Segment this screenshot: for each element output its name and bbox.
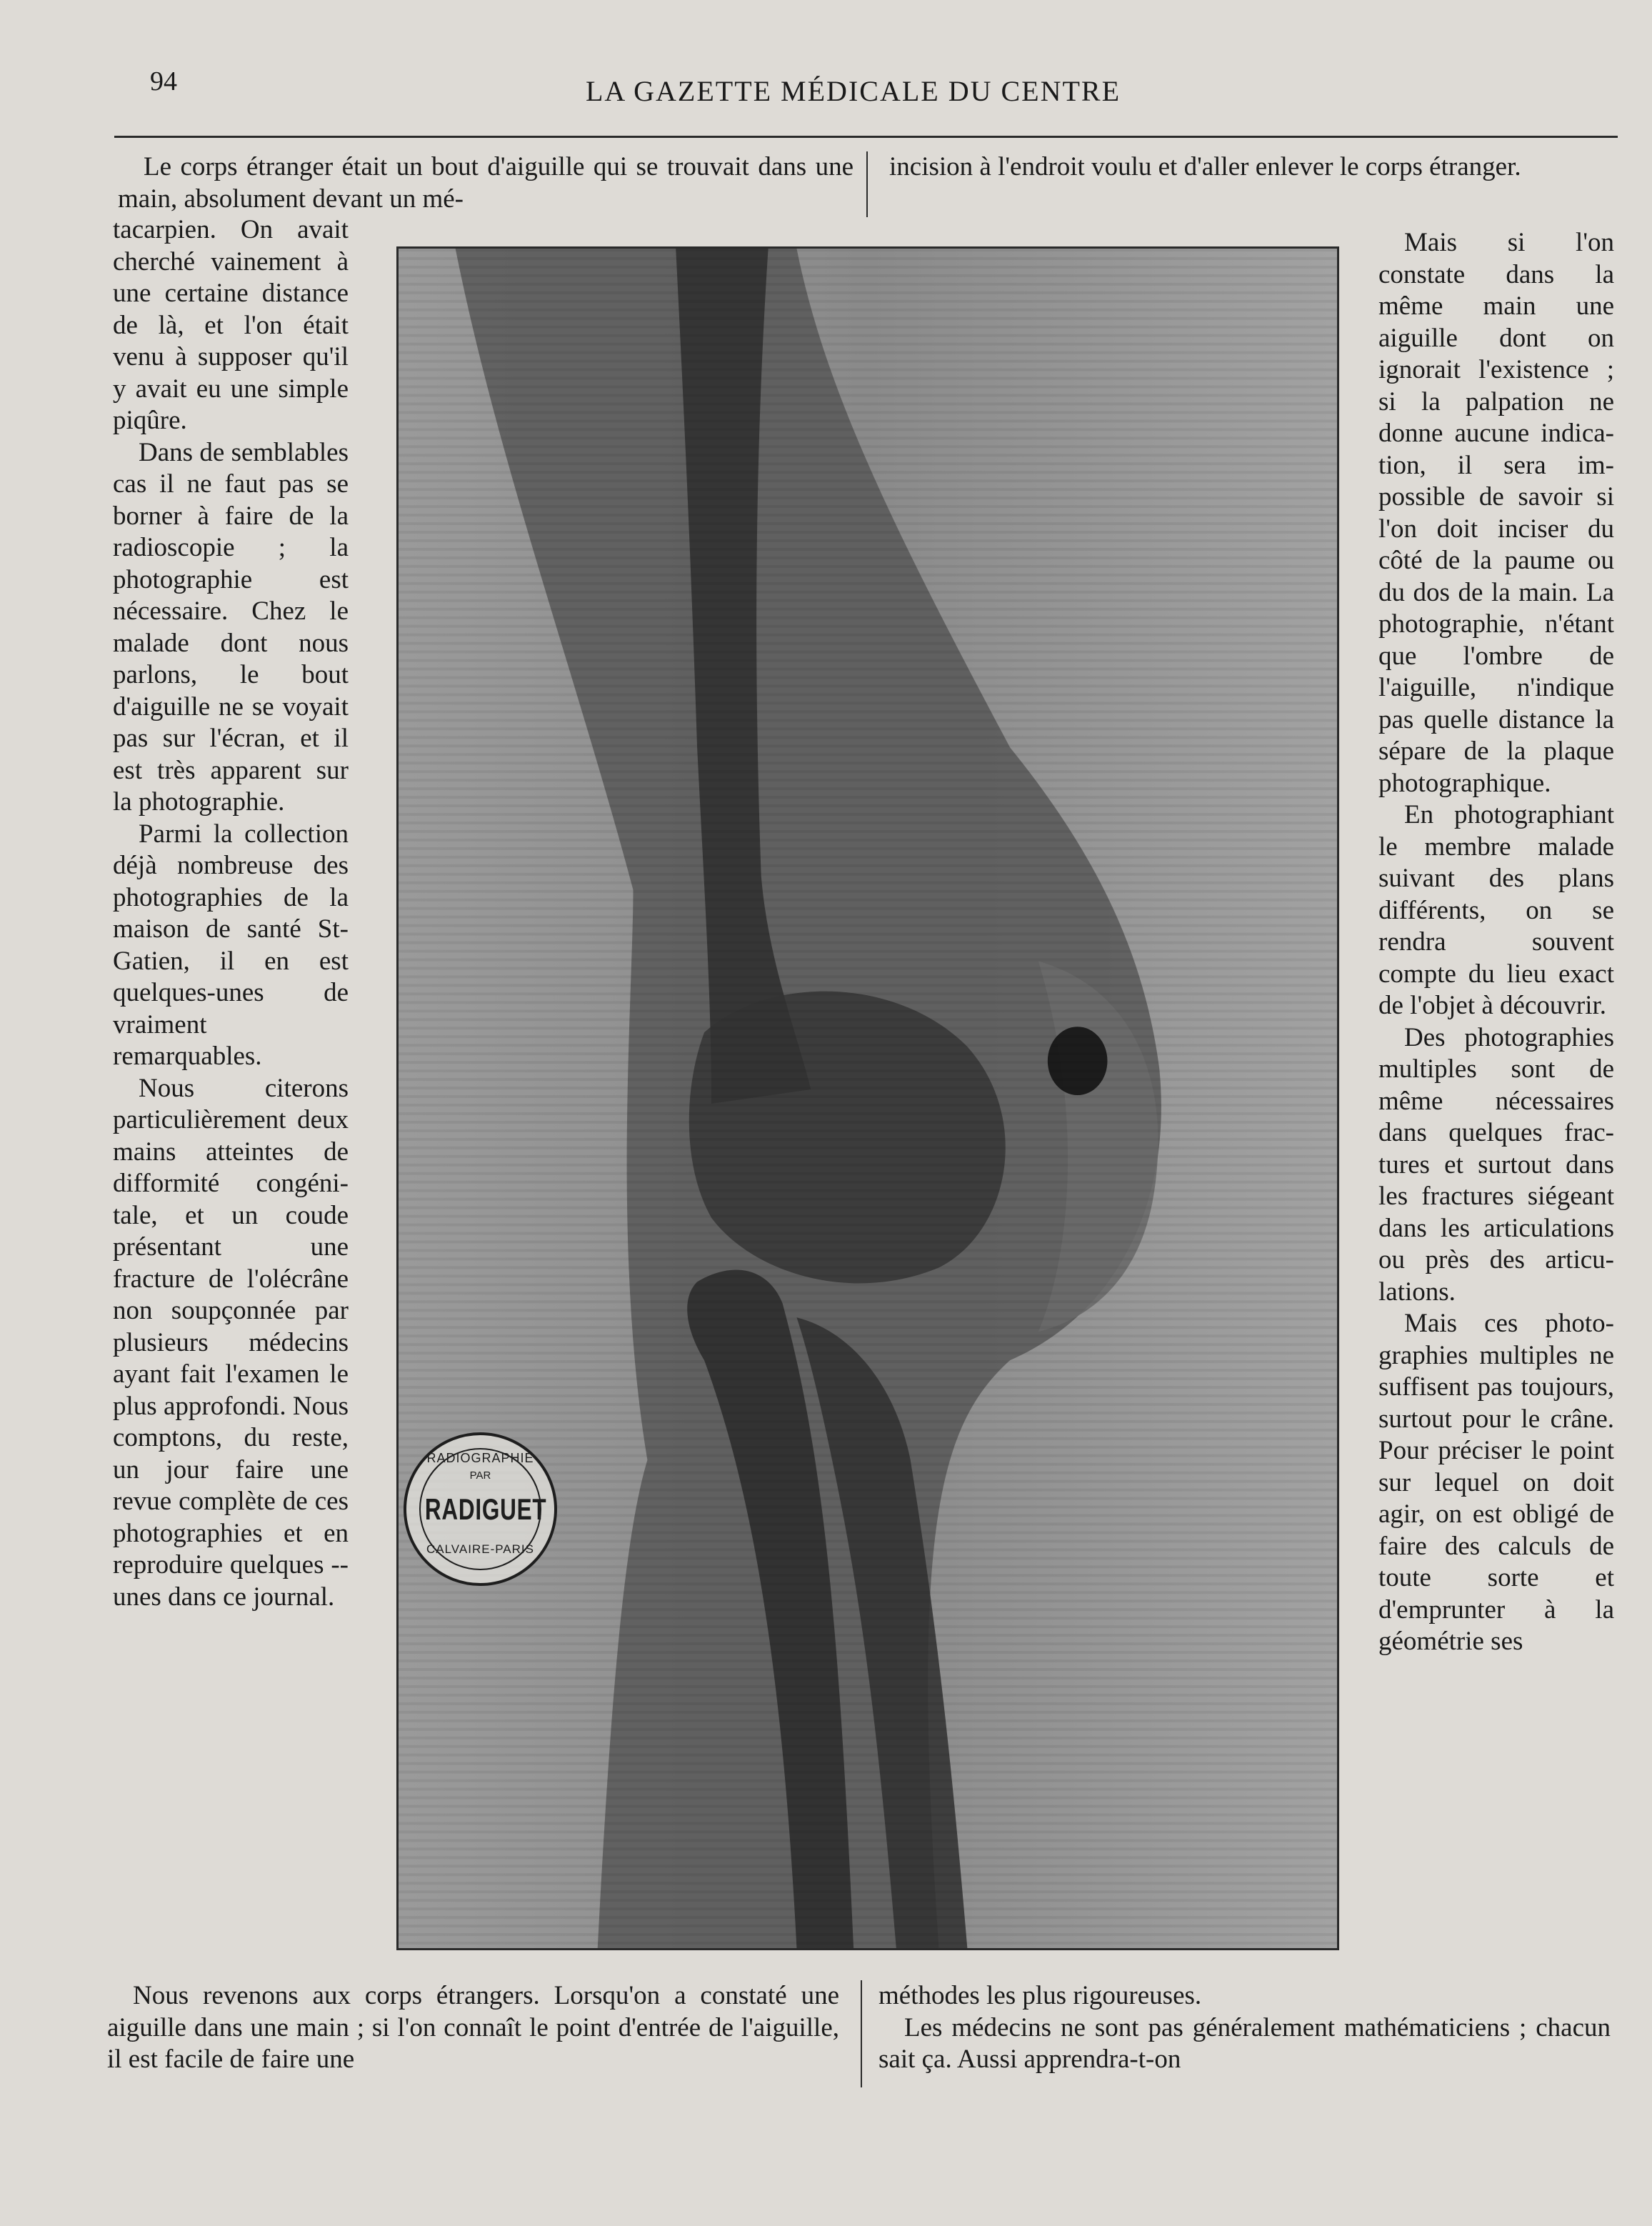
paragraph: En photographiant le membre malade suivant des plans différents, on se rendra souvent compte du lieu exact de l'objet à découvrir. [1378, 800, 1614, 1020]
page-number: 94 [150, 66, 177, 96]
paragraph: Mais ces photographies multiples ne suffisent pas toujours, surtout pour le crâne. Pour préciser le point sur lequel on doit agir, on est obligé de faire des calculs de toute sorte et d'emprunter à la géométrie ses [1378, 1309, 1614, 1656]
xray-figure [396, 246, 1339, 1950]
stamp-middle-text: PAR [469, 1469, 491, 1482]
paragraph: Nous citerons particulièrement deux mains atteintes de difformité congénitale, et un coude présentant une fracture de l'olécrâne non soupçonnée par plusieurs médecins ayant fait l'examen le plus approfondi. Nous comptons, du reste, un jour faire une revue complète de ces photographies et en reproduire quelques -- unes dans ce journal. [113, 1073, 349, 1612]
running-title: LA GAZETTE MÉDICALE DU CENTRE [586, 75, 1121, 107]
bottom-right-text [878, 1980, 1611, 2076]
stamp-name: RADIGUET [424, 1492, 547, 1526]
paragraph: Des photographies multiples sont de même nécessaires dans quelques fractures et surtout dans les fractures siégeant dans les articulations ou près des articulations. [1378, 1022, 1614, 1307]
left-column-text [113, 214, 349, 1613]
top-right-text [889, 151, 1621, 184]
paragraph: incision à l'endroit voulu et d'aller enlever le corps étranger. [889, 152, 1521, 181]
stamp-top-text: RADIOGRAPHIE [426, 1451, 534, 1465]
column-rule-bottom [861, 1980, 862, 2087]
paragraph: Nous revenons aux corps étrangers. Lorsqu'on a constaté une aiguille dans une main ; si l'on connaît le point d'entrée de l'aiguille, il est facile de faire une [107, 1981, 839, 2074]
radiographer-stamp [404, 1432, 557, 1586]
paragraph: méthodes les plus rigoureuses. [878, 1981, 1202, 2010]
paragraph: Les médecins ne sont pas généralement mathématiciens ; chacun sait ça. Aussi apprendra-t-on [878, 2012, 1611, 2074]
column-rule-top [866, 151, 868, 217]
paragraph: Parmi la collection déjà nombreuse des photographies de la maison de santé St-Gatien, il en est quelques-unes de vraiment remarquables. [113, 819, 349, 1071]
paragraph: Mais si l'on constate dans la même main une aiguille dont on ignorait l'existence ; si la palpation ne donne aucune indication, il sera impossible de savoir si l'on doit inciser du côté de la paume ou du dos de la main. La photographie, n'étant que l'ombre de l'aiguille, n'indique pas quelle distance la sépare de la plaque photographique. [1378, 228, 1614, 798]
right-column-text [1378, 227, 1614, 1658]
top-left-text [118, 151, 853, 215]
paragraph: Le corps étranger était un bout d'aiguille qui se trouvait dans une main, absolument devant un mé- [118, 152, 853, 214]
paragraph: tacarpien. On avait cherché vainement à une certaine distance de là, et l'on était venu à supposer qu'il y avait eu une simple piqûre. [113, 215, 349, 435]
stamp-bottom-text: CALVAIRE-PARIS [426, 1542, 534, 1556]
xray-image [399, 249, 1337, 1948]
header-rule [114, 136, 1618, 138]
paragraph: Dans de semblables cas il ne faut pas se borner à faire de la radioscopie ; la photographie est nécessaire. Chez le malade dont nous parlons, le bout d'aiguille ne se voyait pas sur l'écran, et il est très apparent sur la photographie. [113, 437, 349, 817]
bottom-left-text [107, 1980, 839, 2076]
